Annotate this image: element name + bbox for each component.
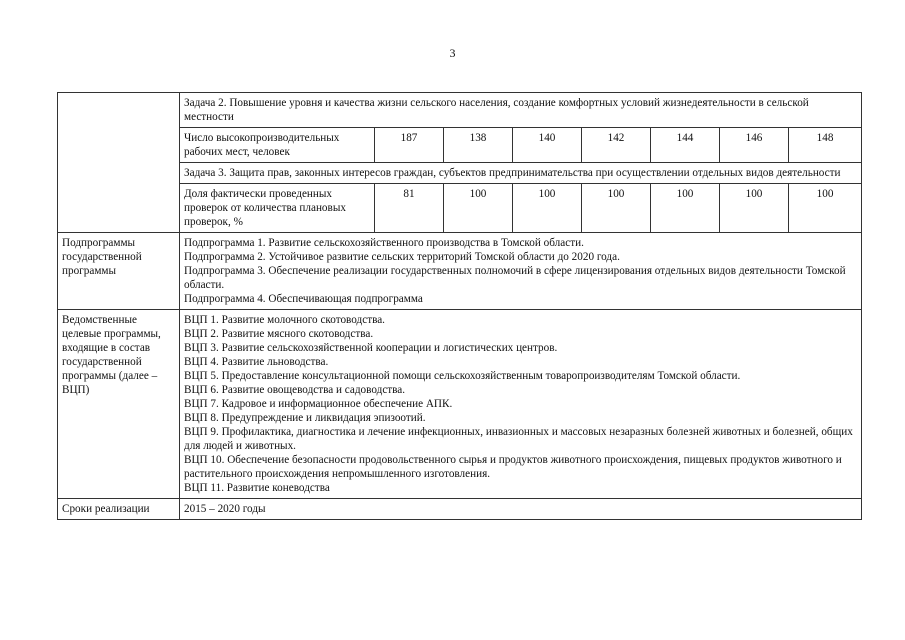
terms-value: 2015 – 2020 годы bbox=[180, 499, 862, 520]
vcp-item: ВЦП 2. Развитие мясного скотоводства. bbox=[184, 328, 374, 340]
indicator-value: 142 bbox=[582, 128, 651, 163]
vcp-item: ВЦП 10. Обеспечение безопасности продовольственного сырья и продуктов животного происхождения, пищевых продуктов животного и растительного происхождения непромышленного изготовления. bbox=[184, 454, 842, 480]
indicator-value: 100 bbox=[651, 184, 720, 233]
vcp-item: ВЦП 4. Развитие льноводства. bbox=[184, 356, 329, 368]
task-2-row: Задача 2. Повышение уровня и качества жизни сельского населения, создание комфортных условий жизнедеятельности в сельской местности bbox=[180, 93, 862, 128]
subprogram-item: Подпрограмма 1. Развитие сельскохозяйственного производства в Томской области. bbox=[184, 237, 584, 249]
vcp-item: ВЦП 8. Предупреждение и ликвидация эпизоотий. bbox=[184, 412, 426, 424]
vcp-item: ВЦП 9. Профилактика, диагностика и лечение инфекционных, инвазионных и массовых незаразных болезней животных и болезней, общих для людей и животных. bbox=[184, 426, 853, 452]
task-3-row: Задача 3. Защита прав, законных интересов граждан, субъектов предпринимательства при осуществлении отдельных видов деятельности bbox=[180, 163, 862, 184]
vcp-item: ВЦП 3. Развитие сельскохозяйственной кооперации и логистических центров. bbox=[184, 342, 558, 354]
vcp-item: ВЦП 5. Предоставление консультационной помощи сельскохозяйственным товаропроизводителям Томской области. bbox=[184, 370, 741, 382]
indicator-value: 100 bbox=[789, 184, 862, 233]
vcp-item: ВЦП 1. Развитие молочного скотоводства. bbox=[184, 314, 385, 326]
indicator-label: Доля фактически проведенных проверок от количества плановых проверок, % bbox=[180, 184, 375, 233]
terms-label: Сроки реализации bbox=[58, 499, 180, 520]
indicator-value: 81 bbox=[375, 184, 444, 233]
indicator-value: 187 bbox=[375, 128, 444, 163]
vcp-item: ВЦП 7. Кадровое и информационное обеспечение АПК. bbox=[184, 398, 453, 410]
subprograms-list bbox=[180, 233, 862, 310]
subprogram-item: Подпрограмма 3. Обеспечение реализации государственных полномочий в сфере лицензирования отдельных видов деятельности Томской области. bbox=[184, 265, 846, 291]
vcp-item: ВЦП 11. Развитие коневодства bbox=[184, 482, 330, 494]
subprogram-item: Подпрограмма 4. Обеспечивающая подпрограмма bbox=[184, 293, 423, 305]
empty-label-cell bbox=[58, 93, 180, 233]
indicator-value: 144 bbox=[651, 128, 720, 163]
indicator-value: 100 bbox=[720, 184, 789, 233]
indicator-value: 146 bbox=[720, 128, 789, 163]
vcp-label: Ведомственные целевые программы, входящие в состав государственной программы (далее – ВЦП) bbox=[58, 310, 180, 499]
page-number: 3 bbox=[449, 46, 456, 60]
indicator-label: Число высокопроизводительных рабочих мест, человек bbox=[180, 128, 375, 163]
indicator-value: 100 bbox=[582, 184, 651, 233]
vcp-item: ВЦП 6. Развитие овощеводства и садоводства. bbox=[184, 384, 406, 396]
program-passport-table bbox=[57, 92, 862, 520]
indicator-value: 148 bbox=[789, 128, 862, 163]
indicator-value: 100 bbox=[513, 184, 582, 233]
vcp-list bbox=[180, 310, 862, 499]
indicator-value: 100 bbox=[444, 184, 513, 233]
indicator-value: 140 bbox=[513, 128, 582, 163]
subprogram-item: Подпрограмма 2. Устойчивое развитие сельских территорий Томской области до 2020 года. bbox=[184, 251, 620, 263]
subprograms-label: Подпрограммы государственной программы bbox=[58, 233, 180, 310]
indicator-value: 138 bbox=[444, 128, 513, 163]
